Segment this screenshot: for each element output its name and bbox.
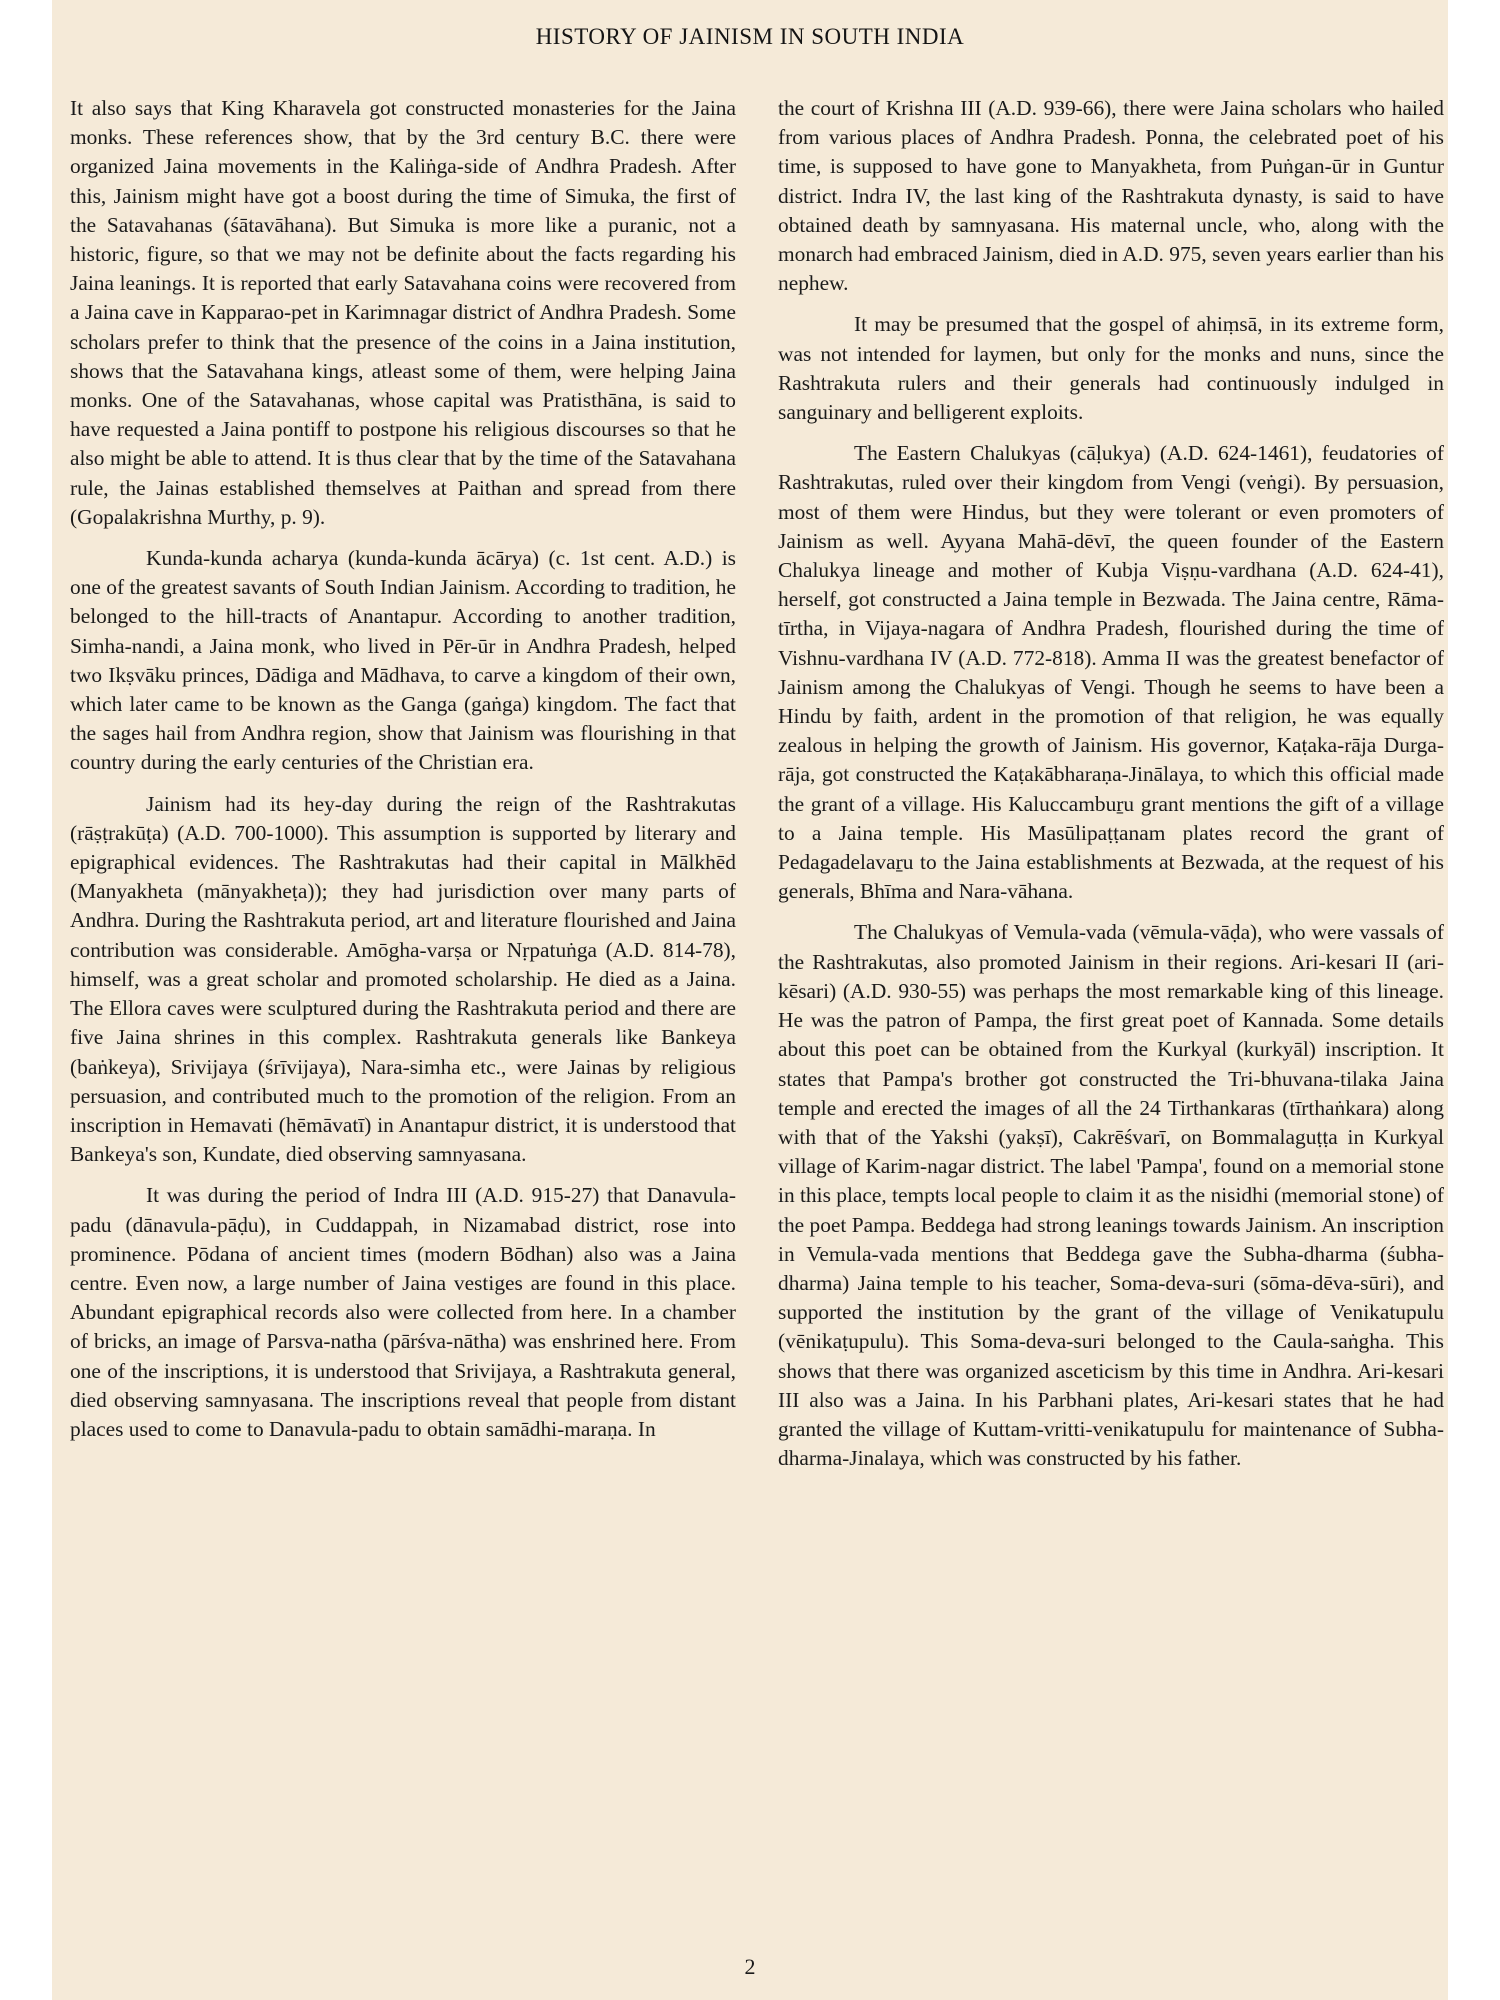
page-number: 2	[744, 1954, 756, 1979]
paragraph: Jainism had its hey-day during the reign of the Rashtrakutas (rāṣṭrakūṭa) (A.D. 700-1000). This assumption is supported by literary and epigraphical evidences. The Rashtrakutas had their capital in Mālkhēd (Manyakheta (mānyakheṭa)); they had jurisdiction over many parts of Andhra. During the Rashtrakuta period, art and literature flourished and Jaina contribution was considerable. Amōgha-varṣa or Nṛpatuṅga (A.D. 814-78), himself, was a great scholar and promoted scholarship. He died as a Jaina. The Ellora caves were sculptured during the Rashtrakuta period and there are five Jaina shrines in this complex. Rashtrakuta generals like Bankeya (baṅkeya), Srivijaya (śrīvijaya), Nara-simha etc., were Jainas by religious persuasion, and contributed much to the promotion of the religion. From an inscription in Hemavati (hēmāvatī) in Anantapur district, it is understood that Bankeya's son, Kundate, died observing samnyasana.	[70, 791, 736, 1167]
paragraph: Kunda-kunda acharya (kunda-kunda ācārya) (c. 1st cent. A.D.) is one of the greatest savants of South Indian Jainism. According to tradition, he belonged to the hill-tracts of Anantapur. According to another tradition, Simha-nandi, a Jaina monk, who lived in Pēr-ūr in Andhra Pradesh, helped two Ikṣvāku princes, Dādiga and Mādhava, to carve a kingdom of their own, which later came to be known as the Ganga (gaṅga) kingdom. The fact that the sages hail from Andhra region, show that Jainism was flourishing in that country during the early centuries of the Christian era.	[70, 546, 736, 775]
paragraph: The Eastern Chalukyas (cāḷukya) (A.D. 624-1461), feudatories of Rashtrakutas, ruled over their kingdom from Vengi (veṅgi). By persuasion, most of them were Hindus, but they were tolerant or even promoters of Jainism as well. Ayyana Mahā-dēvī, the queen founder of the Eastern Chalukya lineage and mother of Kubja Viṣṇu-vardhana (A.D. 624-41), herself, got constructed a Jaina temple in Bezwada. The Jaina centre, Rāma-tīrtha, in Vijaya-nagara of Andhra Pradesh, flourished during the time of Vishnu-vardhana IV (A.D. 772-818). Amma II was the greatest benefactor of Jainism among the Chalukyas of Vengi. Though he seems to have been a Hindu by faith, ardent in the promotion of that religion, he was equally zealous in helping the growth of Jainism. His governor, Kaṭaka-rāja Durga-rāja, got constructed the Kaṭakābharaṇa-Jinālaya, to which this official made the grant of a village. His Kaluccambuṟu grant mentions the gift of a village to a Jaina temple. His Masūlipaṭṭanam plates record the grant of Pedagadelavaṟu to the Jaina establishments at Bezwada, at the request of his generals, Bhīma and Nara-vāhana.	[778, 441, 1444, 904]
paragraph: It also says that King Kharavela got constructed monasteries for the Jaina monks. These references show, that by the 3rd century B.C. there were organized Jaina movements in the Kaliṅga-side of Andhra Pradesh. After this, Jainism might have got a boost during the time of Simuka, the first of the Satavahanas (śātavāhana). But Simuka is more like a puranic, not a historic, figure, so that we may not be definite about the facts regarding his Jaina leanings. It is reported that early Satavahana coins were recovered from a Jaina cave in Kapparao-pet in Karimnagar district of Andhra Pradesh. Some scholars prefer to think that the presence of the coins in a Jaina institution, shows that the Satavahana kings, atleast some of them, were helping Jaina monks. One of the Satavahanas, whose capital was Pratisthāna, is said to have requested a Jaina pontiff to postpone his religious discourses so that he also might be able to attend. It is thus clear that by the time of the Satavahana rule, the Jainas established themselves at Paithan and spread from there (Gopalakrishna Murthy, p. 9).	[70, 96, 736, 529]
paragraph: It was during the period of Indra III (A.D. 915-27) that Danavula-padu (dānavula-pāḍu), in Cuddappah, in Nizamabad district, rose into prominence. Pōdana of ancient times (modern Bōdhan) also was a Jaina centre. Even now, a large number of Jaina vestiges are found in this place. Abundant epigraphical records also were collected from here. In a chamber of bricks, an image of Parsva-natha (pārśva-nātha) was enshrined here. From one of the inscriptions, it is understood that Srivijaya, a Rashtrakuta general, died observing samnyasana. The inscriptions reveal that people from distant places used to come to Danavula-padu to obtain samādhi-maraṇa. In	[70, 1183, 736, 1441]
paragraph: the court of Krishna III (A.D. 939-66), there were Jaina scholars who hailed from various places of Andhra Pradesh. Ponna, the celebrated poet of his time, is supposed to have gone to Manyakheta, from Puṅgan-ūr in Guntur district. Indra IV, the last king of the Rashtrakuta dynasty, is said to have obtained death by samnyasana. His maternal uncle, who, along with the monarch had embraced Jainism, died in A.D. 975, seven years earlier than his nephew.	[778, 96, 1444, 296]
book-page	[52, 0, 1448, 2000]
paragraph: The Chalukyas of Vemula-vada (vēmula-vāḍa), who were vassals of the Rashtrakutas, also promoted Jainism in their regions. Ari-kesari II (ari-kēsari) (A.D. 930-55) was perhaps the most remarkable king of this lineage. He was the patron of Pampa, the first great poet of Kannada. Some details about this poet can be obtained from the Kurkyal (kurkyāl) inscription. It states that Pampa's brother got constructed the Tri-bhuvana-tilaka Jaina temple and erected the images of all the 24 Tirthankaras (tīrthaṅkara) along with that of the Yakshi (yakṣī), Cakrēśvarī, on Bommalaguṭṭa in Kurkyal village of Karim-nagar district. The label 'Pampa', found on a memorial stone in this place, tempts local people to claim it as the nisidhi (memorial stone) of the poet Pampa. Beddega had strong leanings towards Jainism. An inscription in Vemula-vada mentions that Beddega gave the Subha-dharma (śubha-dharma) Jaina temple to his teacher, Soma-deva-suri (sōma-dēva-sūri), and supported the institution by the grant of the village of Venikatupulu (vēnikaṭupulu). This Soma-deva-suri belonged to the Caula-saṅgha. This shows that there was organized asceticism by this time in Andhra. Ari-kesari III also was a Jaina. In his Parbhani plates, Ari-kesari states that he had granted the village of Kuttam-vritti-venikatupulu for maintenance of Subha-dharma-Jinalaya, which was constructed by his father.	[778, 920, 1444, 1471]
left-column	[70, 94, 736, 1456]
paragraph: It may be presumed that the gospel of ahiṃsā, in its extreme form, was not intended for laymen, but only for the monks and nuns, since the Rashtrakuta rulers and their generals had continuously indulged in sanguinary and belligerent exploits.	[778, 312, 1444, 425]
right-column	[778, 94, 1444, 1485]
running-head: HISTORY OF JAINISM IN SOUTH INDIA	[535, 24, 965, 49]
